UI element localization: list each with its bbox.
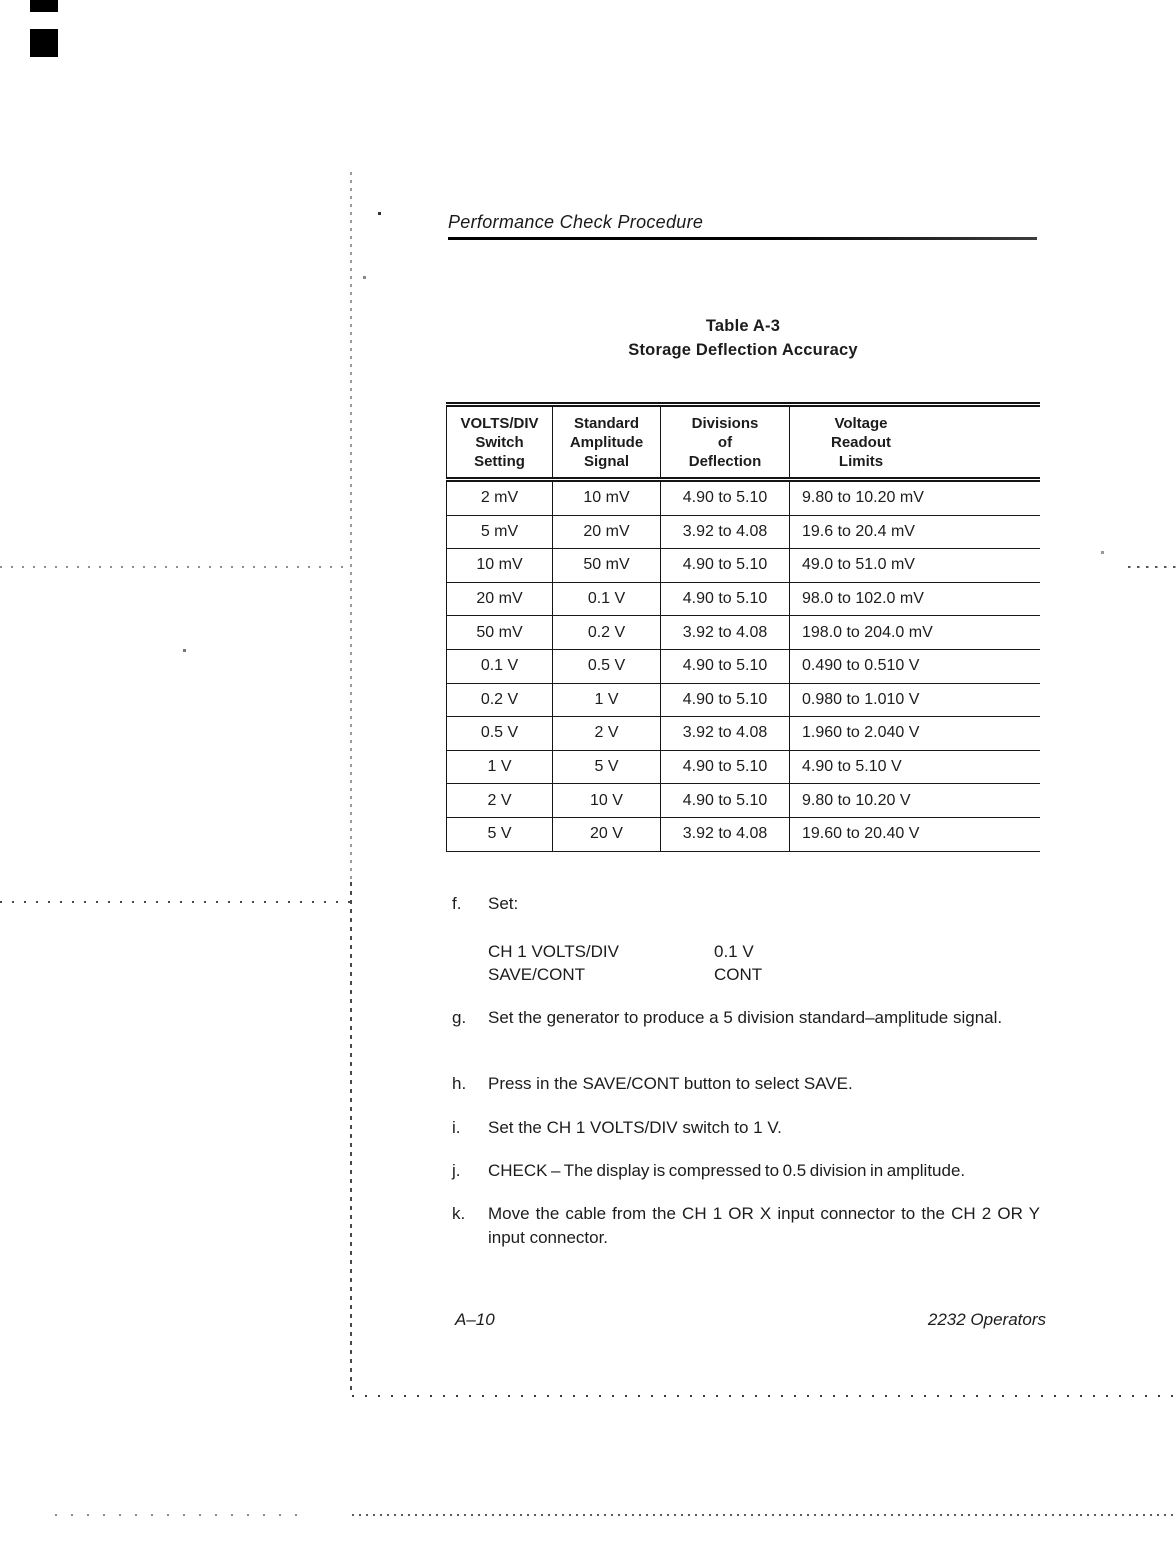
table-cell: 2 V [552, 717, 660, 750]
manual-title: 2232 Operators [927, 1310, 1046, 1329]
table-cell: 4.90 to 5.10 [660, 549, 789, 582]
step-text: Press in the SAVE/CONT button to select SAVE. [488, 1074, 853, 1093]
step-letter: k. [452, 1204, 466, 1223]
section-header: Performance Check Procedure [448, 212, 704, 232]
column-header: VOLTS/DIV Switch Setting [446, 407, 552, 477]
table-cell: 3.92 to 4.08 [660, 818, 789, 851]
table-cell: 4.90 to 5.10 [660, 684, 789, 717]
table-cell: 98.0 to 102.0 mV [789, 583, 1040, 616]
table-cell: 20 mV [552, 516, 660, 549]
table-title [446, 314, 1040, 362]
step-letter: g. [452, 1008, 467, 1027]
table-cell: 0.1 V [552, 583, 660, 616]
table-cell: 10 mV [552, 482, 660, 515]
table-row [446, 482, 1040, 516]
table-row [446, 516, 1040, 550]
table-cell: 50 mV [446, 616, 552, 649]
table-cell: 2 V [446, 784, 552, 817]
table-cell: 49.0 to 51.0 mV [789, 549, 1040, 582]
scan-speck [1101, 551, 1104, 554]
page-edge-line [350, 882, 352, 1393]
table-cell: 19.6 to 20.4 mV [789, 516, 1040, 549]
table-cell: 3.92 to 4.08 [660, 717, 789, 750]
table-cell: 1 V [552, 684, 660, 717]
scan-speck [183, 649, 186, 652]
table-row [446, 650, 1040, 684]
table-cell: 20 V [552, 818, 660, 851]
table-cell: 0.490 to 0.510 V [789, 650, 1040, 683]
table-row [446, 549, 1040, 583]
step-text: CHECK – The display is compressed to 0.5 division in amplitude. [488, 1161, 966, 1180]
table-cell: 4.90 to 5.10 [660, 482, 789, 515]
table-cell: 0.980 to 1.010 V [789, 684, 1040, 717]
scan-artifact-line [1128, 566, 1176, 568]
table-cell: 4.90 to 5.10 [660, 583, 789, 616]
scan-speck [363, 276, 366, 279]
scan-speck [378, 212, 381, 215]
step-text: Move the cable from the CH 1 OR X input connector to the CH 2 OR Y input connector. [488, 1204, 1040, 1247]
table-body [446, 482, 1040, 852]
table-cell: 19.60 to 20.40 V [789, 818, 1040, 851]
step-text: Set the CH 1 VOLTS/DIV switch to 1 V. [488, 1118, 782, 1137]
table-cell: 0.2 V [552, 616, 660, 649]
table-cell: 5 V [446, 818, 552, 851]
table-row [446, 616, 1040, 650]
table-cell: 0.2 V [446, 684, 552, 717]
table-cell: 0.5 V [446, 717, 552, 750]
column-header: Standard Amplitude Signal [552, 407, 660, 477]
column-header: Voltage Readout Limits [789, 407, 1040, 477]
setting-value: 0.1 V [714, 942, 754, 961]
table-row [446, 717, 1040, 751]
page-number: A–10 [455, 1310, 495, 1329]
step-letter: i. [452, 1118, 461, 1137]
table-cell: 50 mV [552, 549, 660, 582]
table-cell: 4.90 to 5.10 [660, 650, 789, 683]
setting-control: CH 1 VOLTS/DIV [488, 942, 619, 961]
page-edge-line [350, 172, 352, 882]
table-cell: 1.960 to 2.040 V [789, 717, 1040, 750]
header-rule [448, 237, 1037, 240]
table-cell: 3.92 to 4.08 [660, 516, 789, 549]
table-row [446, 818, 1040, 852]
table-cell: 10 V [552, 784, 660, 817]
table-title-line1: Table A-3 [705, 317, 781, 335]
table-cell: 9.80 to 10.20 mV [789, 482, 1040, 515]
step-text: Set the generator to produce a 5 division standard–amplitude signal. [488, 1008, 1003, 1027]
table-cell: 20 mV [446, 583, 552, 616]
scan-mark [30, 29, 58, 57]
scan-artifact-line [352, 1514, 1176, 1516]
table-header-row [446, 402, 1040, 482]
table-row [446, 684, 1040, 718]
table-cell: 198.0 to 204.0 mV [789, 616, 1040, 649]
step-text: Set: [488, 894, 519, 913]
table-cell: 5 V [552, 751, 660, 784]
step-letter: f. [452, 894, 462, 913]
table-cell: 4.90 to 5.10 [660, 751, 789, 784]
table-cell: 10 mV [446, 549, 552, 582]
scan-artifact-line [55, 1514, 305, 1516]
table-cell: 0.1 V [446, 650, 552, 683]
table-cell: 3.92 to 4.08 [660, 616, 789, 649]
setting-value: CONT [714, 965, 763, 984]
scan-artifact-line [352, 1395, 1176, 1397]
table-title-line2: Storage Deflection Accuracy [628, 341, 858, 359]
scan-mark [30, 0, 58, 12]
table-cell: 9.80 to 10.20 V [789, 784, 1040, 817]
table-cell: 1 V [446, 751, 552, 784]
deflection-accuracy-table [446, 402, 1040, 852]
table-row [446, 751, 1040, 785]
table-cell: 4.90 to 5.10 [660, 784, 789, 817]
scan-artifact-line [0, 901, 350, 903]
column-header: Divisions of Deflection [660, 407, 789, 477]
table-row [446, 583, 1040, 617]
step-letter: h. [452, 1074, 467, 1093]
table-cell: 0.5 V [552, 650, 660, 683]
table-cell: 2 mV [446, 482, 552, 515]
table-cell: 5 mV [446, 516, 552, 549]
step-letter: j. [452, 1161, 461, 1180]
table-row [446, 784, 1040, 818]
scan-artifact-line [0, 566, 350, 568]
setting-control: SAVE/CONT [488, 965, 585, 984]
table-cell: 4.90 to 5.10 V [789, 751, 1040, 784]
